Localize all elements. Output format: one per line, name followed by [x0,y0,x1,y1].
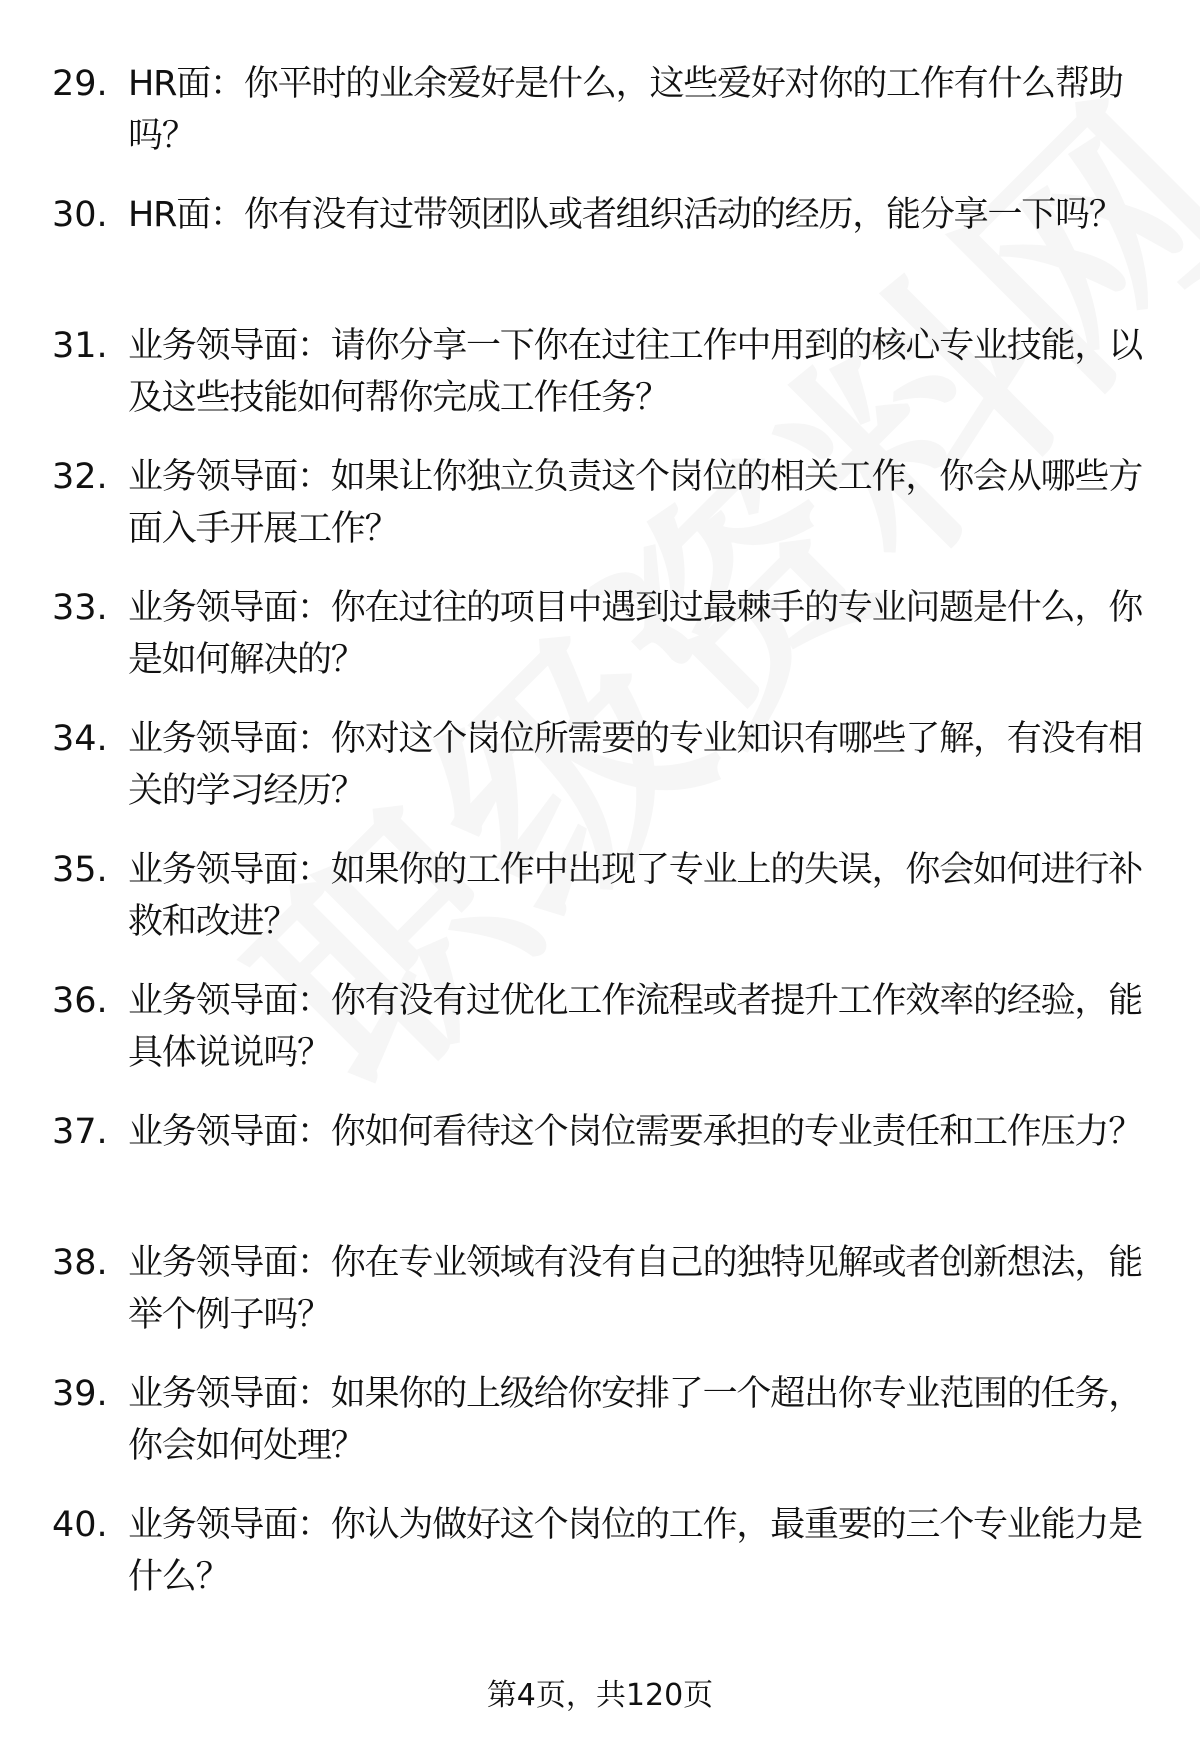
question-text: 业务领导面：如果你的上级给你安排了一个超出你专业范围的任务，你会如何处理？ [128,1374,1143,1466]
question-text: 业务领导面：你有没有过优化工作流程或者提升工作效率的经验，能具体说说吗？ [128,981,1143,1073]
question-text: HR面：你有没有过带领团队或者组织活动的经历，能分享一下吗？ [128,195,1123,235]
question-number: 33. [52,588,108,628]
question-text: 业务领导面：你如何看待这个岗位需要承担的专业责任和工作压力？ [128,1112,1143,1152]
question-number: 35. [52,850,108,890]
question-number: 38. [52,1243,108,1283]
question-number: 29. [52,64,108,104]
question-item [0,1499,1200,1630]
question-item [0,713,1200,844]
question-number: 30. [52,195,108,235]
question-item [0,1237,1200,1368]
question-item [0,451,1200,582]
question-number: 34. [52,719,108,759]
question-text: HR面：你平时的业余爱好是什么，这些爱好对你的工作有什么帮助吗？ [128,64,1123,156]
question-text: 业务领导面：你在专业领域有没有自己的独特见解或者创新想法，能举个例子吗？ [128,1243,1143,1335]
question-text: 业务领导面：如果你的工作中出现了专业上的失误，你会如何进行补救和改进？ [128,850,1143,942]
page-footer: 第4页，共120页 [486,1678,714,1713]
question-text: 业务领导面：请你分享一下你在过往工作中用到的核心专业技能，以及这些技能如何帮你完成工作任务？ [128,326,1143,418]
question-item [0,58,1200,189]
question-item [0,844,1200,975]
question-number: 31. [52,326,108,366]
question-item [0,1106,1200,1237]
question-item [0,320,1200,451]
question-item [0,975,1200,1106]
question-number: 32. [52,457,108,497]
question-list [0,58,1200,1630]
question-text: 业务领导面：你认为做好这个岗位的工作，最重要的三个专业能力是什么？ [128,1505,1143,1597]
question-text: 业务领导面：你在过往的项目中遇到过最棘手的专业问题是什么，你是如何解决的？ [128,588,1143,680]
question-text: 业务领导面：你对这个岗位所需要的专业知识有哪些了解，有没有相关的学习经历？ [128,719,1143,811]
question-item [0,1368,1200,1499]
question-number: 36. [52,981,108,1021]
question-number: 37. [52,1112,108,1152]
question-item [0,582,1200,713]
question-text: 业务领导面：如果让你独立负责这个岗位的相关工作，你会从哪些方面入手开展工作？ [128,457,1143,549]
question-number: 40. [52,1505,108,1545]
question-number: 39. [52,1374,108,1414]
question-item [0,189,1200,320]
